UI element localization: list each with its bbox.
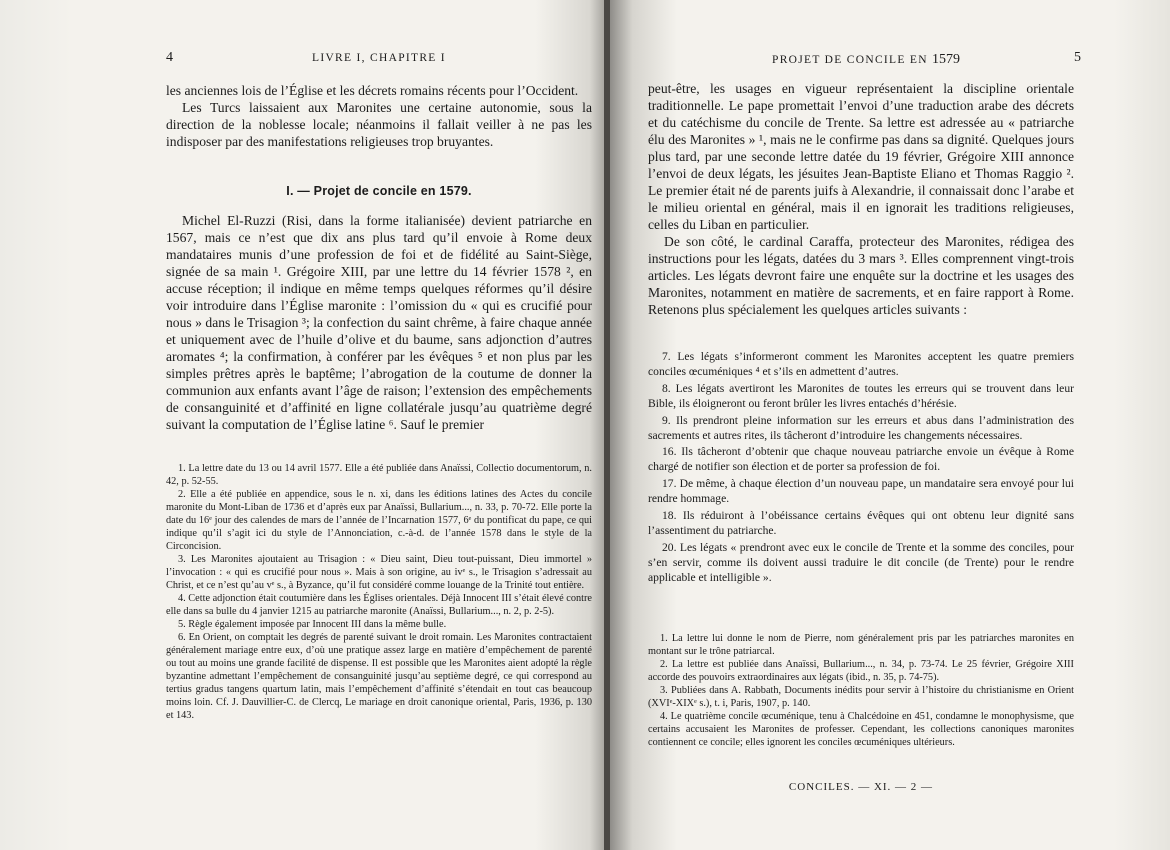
running-title-year: 1579 xyxy=(932,52,960,67)
footnote: 3. Publiées dans A. Rabbath, Documents inédits pour servir à l’histoire du christianisme en Orient (XVIᵉ-XIXᵉ s.), t. i, Paris, 1907, p. 140. xyxy=(648,685,1074,709)
paragraph: peut-être, les usages en vigueur représentaient la discipline orientale traditionnelle. Le pape promettait l’envoi d’une traduction arabe des décrets et du catéchisme du concile de Trente. Sa lettre est adressée au « patriarche élu des Maronites » ¹, mais ne le confirme pas dans sa dignité. Quelques jours plus tard, par une seconde lettre datée du 19 février, Grégoire XIII annonce l’envoi de deux légats, les jésuites Jean-Baptiste Eliano et Thomas Raggio ². Le premier était né de parents juifs à Alexandrie, il connaissait donc l’arabe et le milieu oriental en général, mais il en ignorait les traditions religieuses, celles du Liban en particulier. xyxy=(648,81,1074,232)
list-item: 8. Les légats avertiront les Maronites de toutes les erreurs qui se trouvent dans leur Bible, ils éloigneront ou feront brûler les livres entachés d’hérésie. xyxy=(648,381,1074,410)
intro-paragraph-2: Les Turcs laissaient aux Maronites une certaine autonomie, sous la direction de la noblesse locale; néanmoins il fallait veiller à ne pas les indisposer par des manifestations religieuses trop bruyantes. xyxy=(166,100,592,149)
left-running-title: LIVRE I, CHAPITRE I xyxy=(312,52,446,64)
right-page xyxy=(610,0,1170,850)
section-heading: I. — Projet de concile en 1579. xyxy=(286,184,472,198)
footnote: 4. Le quatrième concile œcuménique, tenu à Chalcédoine en 451, condamne le monophysisme, que certains accusaient les Maronites de professer. Cependant, les collections canoniques maronites contiennent ce concile; elles ignorent les conciles œcuméniques ultérieurs. xyxy=(648,711,1074,748)
main-paragraph: Michel El-Ruzzi (Risi, dans la forme italianisée) devient patriarche en 1567, mais ce n’est que dix ans plus tard qu’il envoie à Rome deux mandataires munis d’une profession de foi et de fidélité au Saint-Siège, signée de sa main ¹. Grégoire XIII, par une lettre du 14 février 1578 ², en accuse réception; il indique en même temps quelques réformes qu’il désire voir introduire dans l’Église maronite : l’omission du « qui es crucifié pour nous » dans le Trisagion ³; la confection du saint chrême, à faire chaque année et uniquement avec de l’huile d’olive et du baume, sans adjonction d’autres aromates ⁴; la confirmation, à conférer par les évêques ⁵ et non plus par les simples prêtres après le baptême; l’abrogation de la coutume de donner la communion aux enfants avant l’âge de raison; l’extension des empêchements de consanguinité et d’affinité en ligne collatérale jusqu’au quatrième degré suivant la computation de l’Église latine ⁶. Sauf le premier xyxy=(166,213,592,432)
footnote: 2. La lettre est publiée dans Anaïssi, Bullarium..., n. 34, p. 73-74. Le 25 février, Grégoire XIII accorde des pouvoirs extraordinaires aux légats (ibid., n. 35, p. 74-75). xyxy=(648,659,1074,683)
left-page-number: 4 xyxy=(166,50,175,65)
left-main-text xyxy=(166,212,592,433)
list-item: 16. Ils tâcheront d’obtenir que chaque nouveau patriarche envoie un évêque à Rome chargé de notifier son élection et de porter sa profession de foi. xyxy=(648,445,1074,474)
list-item: 7. Les légats s’informeront comment les Maronites acceptent les quatre premiers conciles œcuméniques ⁴ et s’ils en admettent d’autres. xyxy=(648,350,1074,378)
printer-signature: CONCILES. — XI. — 2 — xyxy=(788,781,934,793)
list-item: 9. Ils prendront pleine information sur les erreurs et abus dans l’administration des sacrements et autres rites, ils tâcheront d’introduire les changements nécessaires. xyxy=(648,413,1074,442)
list-item: 20. Les légats « prendront avec eux le concile de Trente et la somme des conciles, pour s’en servir, comme ils doivent aussi traduire le dit concile (de Trente) pour le rendre applicable et intelligible ». xyxy=(648,540,1074,584)
footnote: 1. La lettre lui donne le nom de Pierre, nom généralement pris par les patriarches maronites en montant sur le trône patriarcal. xyxy=(648,633,1074,657)
list-item: 17. De même, à chaque élection d’un nouveau pape, un mandataire sera envoyé pour lui rendre hommage. xyxy=(648,477,1074,506)
footnote: 6. En Orient, on comptait les degrés de parenté suivant le droit romain. Les Maronites contractaient généralement mariage entre eux, d’où une pratique assez large en matière d’empêchement de parenté ou tout au moins une grande facilité de dispense. Il est possible que les Maronites aient adopté la règle byzantine admettant l’empêchement de consanguinité jusqu’au septième degré, ce qui correspond au tertius gradus tangens quartum latin, mais l’empêchement d’affinité s’étendait en tout cas beaucoup moins loin. Cf. J. Dauvillier-C. de Clercq, Le mariage en droit canonique oriental, Paris, 1936, p. 130 et 143. xyxy=(166,632,592,721)
article-list xyxy=(648,350,1074,588)
running-title-text: PROJET DE CONCILE EN xyxy=(772,54,928,66)
right-page-number: 5 xyxy=(1074,50,1083,65)
left-footnotes xyxy=(166,462,592,722)
intro-paragraph-1: les anciennes lois de l’Église et les décrets romains récents pour l’Occident. xyxy=(166,83,579,98)
footnote: 1. La lettre date du 13 ou 14 avril 1577. Elle a été publiée dans Anaïssi, Collectio documentorum, n. 42, p. 52-55. xyxy=(166,463,592,487)
footnote: 2. Elle a été publiée en appendice, sous le n. xi, dans les éditions latines des Actes du concile maronite du Mont-Liban de 1736 et d’après eux par Anaïssi, Bullarium..., n. 33, p. 70-72. Elle porte la date du 16ᵉ jour des calendes de mars de l’année de l’Incarnation 1577, 6ᵉ du pontificat du pape, ce qui indique qu’il s’agit ici du style de l’Annonciation, c.-à-d. de l’année 1578 dans le style de la Circoncision. xyxy=(166,489,592,552)
footnote: 5. Règle également imposée par Innocent III dans la même bulle. xyxy=(178,619,447,630)
right-main-text xyxy=(648,80,1074,318)
list-item: 18. Ils réduiront à l’obéissance certains évêques qui ont obtenu leur dignité sans l’assentiment du patriarche. xyxy=(648,509,1074,537)
right-footnotes xyxy=(648,632,1074,749)
footnote: 3. Les Maronites ajoutaient au Trisagion : « Dieu saint, Dieu tout-puissant, Dieu immortel » l’invocation : « qui es crucifié pour nous ». Mais à son origine, au ivᵉ s., le Trisagion s’adressait au Christ, et ce n’est qu’au vᵉ s., à Byzance, qu’il fut considéré comme louange de la Trinité tout entière. xyxy=(166,554,592,591)
paragraph: De son côté, le cardinal Caraffa, protecteur des Maronites, rédigea des instructions pour les légats, datées du 3 mars ³. Elles comprennent vingt-trois articles. Les légats devront faire une enquête sur la doctrine et les usages des Maronites, notamment en matière de sacrements, et en faire rapport à Rome. Retenons plus spécialement les quelques articles suivants : xyxy=(648,234,1074,317)
right-running-title xyxy=(772,52,960,68)
left-intro xyxy=(166,82,592,150)
footnote: 4. Cette adjonction était coutumière dans les Églises orientales. Déjà Innocent III s’était élevé contre elle dans sa bulle du 4 janvier 1215 au patriarche maronite (Anaïssi, Bullarium..., n. 2, p. 2-5). xyxy=(166,593,593,617)
